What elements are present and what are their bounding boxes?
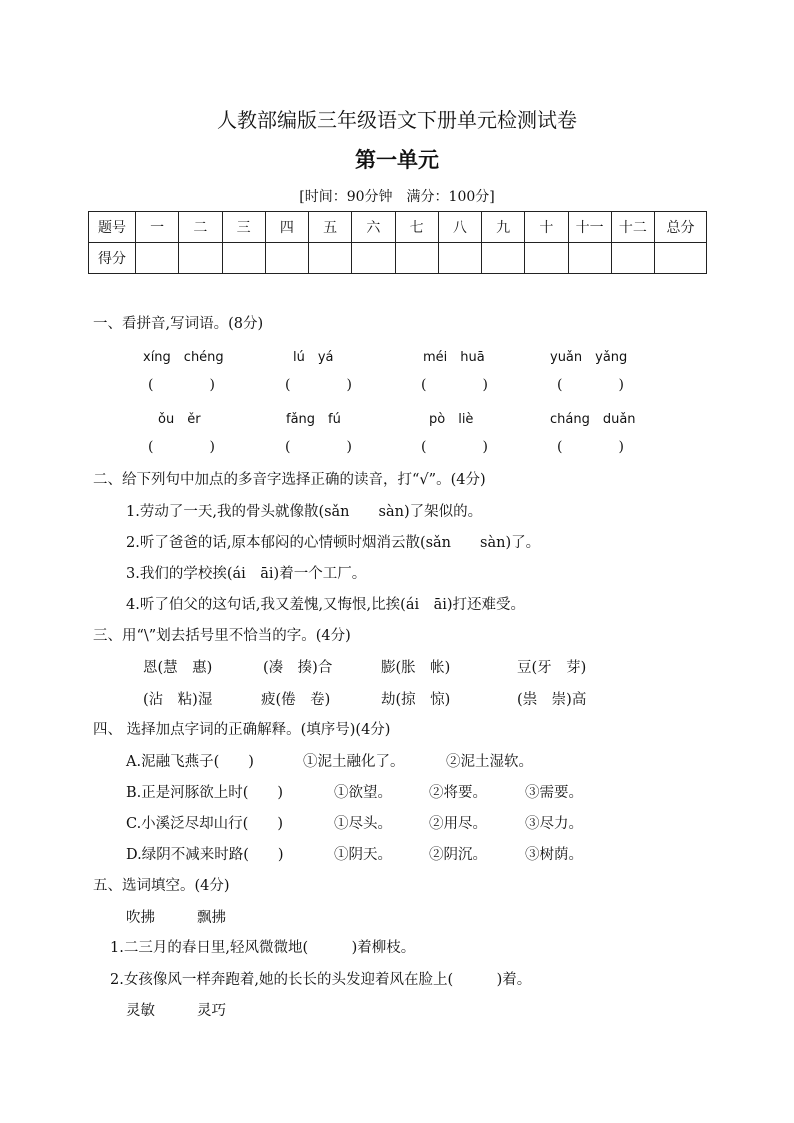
- score-cell[interactable]: [352, 243, 395, 274]
- option-text: ③尽力。: [525, 816, 583, 832]
- table-cell: 十二: [611, 212, 654, 243]
- table-cell: 三: [222, 212, 265, 243]
- score-table: [88, 211, 707, 274]
- option-text: ①泥土融化了。: [303, 754, 405, 770]
- table-cell: 五: [309, 212, 352, 243]
- table-cell: 九: [482, 212, 525, 243]
- table-cell: 题号: [89, 212, 136, 243]
- pinyin-item: méi huā: [423, 350, 485, 365]
- word-choice: (凑 揍)合: [263, 660, 333, 676]
- question-item: 4.听了伯父的这句话,我又羞愧,又悔恨,比挨(ái āi)打还难受。: [126, 597, 526, 613]
- word-choice: 恩(慧 惠): [143, 660, 213, 676]
- answer-blank[interactable]: ( ): [421, 377, 488, 393]
- pinyin-item: lú yá: [293, 350, 334, 365]
- score-cell[interactable]: [265, 243, 308, 274]
- question-item: D.绿阴不减来时路( ): [126, 847, 284, 863]
- question-item: 1.二三月的春日里,轻风微微地( )着柳枝。: [110, 940, 416, 956]
- section-5-heading: 五、选词填空。(4分): [93, 878, 230, 894]
- table-cell: 一: [136, 212, 179, 243]
- score-cell[interactable]: [222, 243, 265, 274]
- table-cell: 得分: [89, 243, 136, 274]
- question-item: 2.听了爸爸的话,原本郁闷的心情顿时烟消云散(sǎn sàn)了。: [126, 535, 541, 551]
- table-cell: 七: [395, 212, 438, 243]
- word-option: 灵巧: [197, 1003, 226, 1019]
- answer-blank[interactable]: ( ): [557, 439, 624, 455]
- section-3-heading: 三、用“\”划去括号里不恰当的字。(4分): [93, 628, 351, 644]
- score-cell[interactable]: [179, 243, 222, 274]
- section-2-heading: 二、给下列句中加点的多音字选择正确的读音，打“√”。(4分): [93, 472, 486, 488]
- option-text: ③需要。: [525, 785, 583, 801]
- score-cell[interactable]: [655, 243, 707, 274]
- question-item: C.小溪泛尽却山行( ): [126, 816, 283, 832]
- word-choice: 豆(牙 芽): [517, 660, 587, 676]
- option-text: ②用尽。: [429, 816, 487, 832]
- section-1-heading: 一、看拼音,写词语。(8分): [93, 316, 264, 332]
- option-text: ①阴天。: [334, 847, 392, 863]
- answer-blank[interactable]: ( ): [557, 377, 624, 393]
- unit-title: 第一单元: [355, 147, 439, 172]
- pinyin-item: xíng chéng: [143, 350, 224, 365]
- word-option: 吹拂: [126, 910, 155, 926]
- section-4-heading: 四、 选择加点字词的正确解释。(填序号)(4分): [93, 722, 391, 738]
- answer-blank[interactable]: ( ): [148, 377, 215, 393]
- exam-meta: [时间：90分钟 满分：100分]: [299, 189, 495, 205]
- score-cell[interactable]: [525, 243, 568, 274]
- option-text: ①欲望。: [334, 785, 392, 801]
- word-option: 飘拂: [197, 910, 226, 926]
- answer-blank[interactable]: ( ): [421, 439, 488, 455]
- word-option: 灵敏: [126, 1003, 155, 1019]
- table-cell: 十一: [568, 212, 611, 243]
- score-cell[interactable]: [438, 243, 481, 274]
- score-table-header-row: [89, 212, 707, 243]
- pinyin-item: yuǎn yǎng: [550, 350, 628, 365]
- question-item: 3.我们的学校挨(ái āi)着一个工厂。: [126, 566, 367, 582]
- table-cell: 十: [525, 212, 568, 243]
- pinyin-item: ǒu ěr: [158, 412, 201, 427]
- answer-blank[interactable]: ( ): [148, 439, 215, 455]
- score-cell[interactable]: [309, 243, 352, 274]
- word-choice: 膨(胀 帐): [381, 660, 451, 676]
- table-cell: 四: [265, 212, 308, 243]
- pinyin-item: cháng duǎn: [550, 412, 636, 427]
- answer-blank[interactable]: ( ): [285, 377, 352, 393]
- question-item: B.正是河豚欲上时( ): [126, 785, 284, 801]
- answer-blank[interactable]: ( ): [285, 439, 352, 455]
- option-text: ③树荫。: [525, 847, 583, 863]
- table-cell: 八: [438, 212, 481, 243]
- question-item: 1.劳动了一天,我的骨头就像散(sǎn sàn)了架似的。: [126, 504, 483, 520]
- pinyin-item: pò liè: [429, 412, 474, 427]
- score-cell[interactable]: [136, 243, 179, 274]
- table-cell: 六: [352, 212, 395, 243]
- word-choice: 疲(倦 卷): [261, 692, 331, 708]
- table-cell: 总分: [655, 212, 707, 243]
- option-text: ②将要。: [429, 785, 487, 801]
- score-cell[interactable]: [395, 243, 438, 274]
- word-choice: 劫(掠 惊): [381, 692, 451, 708]
- question-item: 2.女孩像风一样奔跑着,她的长长的头发迎着风在脸上( )着。: [110, 972, 532, 988]
- score-table-score-row: [89, 243, 707, 274]
- pinyin-item: fǎng fú: [286, 412, 341, 427]
- score-cell[interactable]: [568, 243, 611, 274]
- exam-title: 人教部编版三年级语文下册单元检测试卷: [217, 108, 577, 132]
- option-text: ②泥土湿软。: [446, 754, 533, 770]
- score-cell[interactable]: [611, 243, 654, 274]
- table-cell: 二: [179, 212, 222, 243]
- option-text: ①尽头。: [334, 816, 392, 832]
- score-cell[interactable]: [482, 243, 525, 274]
- word-choice: (祟 崇)高: [517, 692, 587, 708]
- question-item: A.泥融飞燕子( ): [126, 754, 254, 770]
- option-text: ②阴沉。: [429, 847, 487, 863]
- word-choice: (沾 粘)湿: [143, 692, 213, 708]
